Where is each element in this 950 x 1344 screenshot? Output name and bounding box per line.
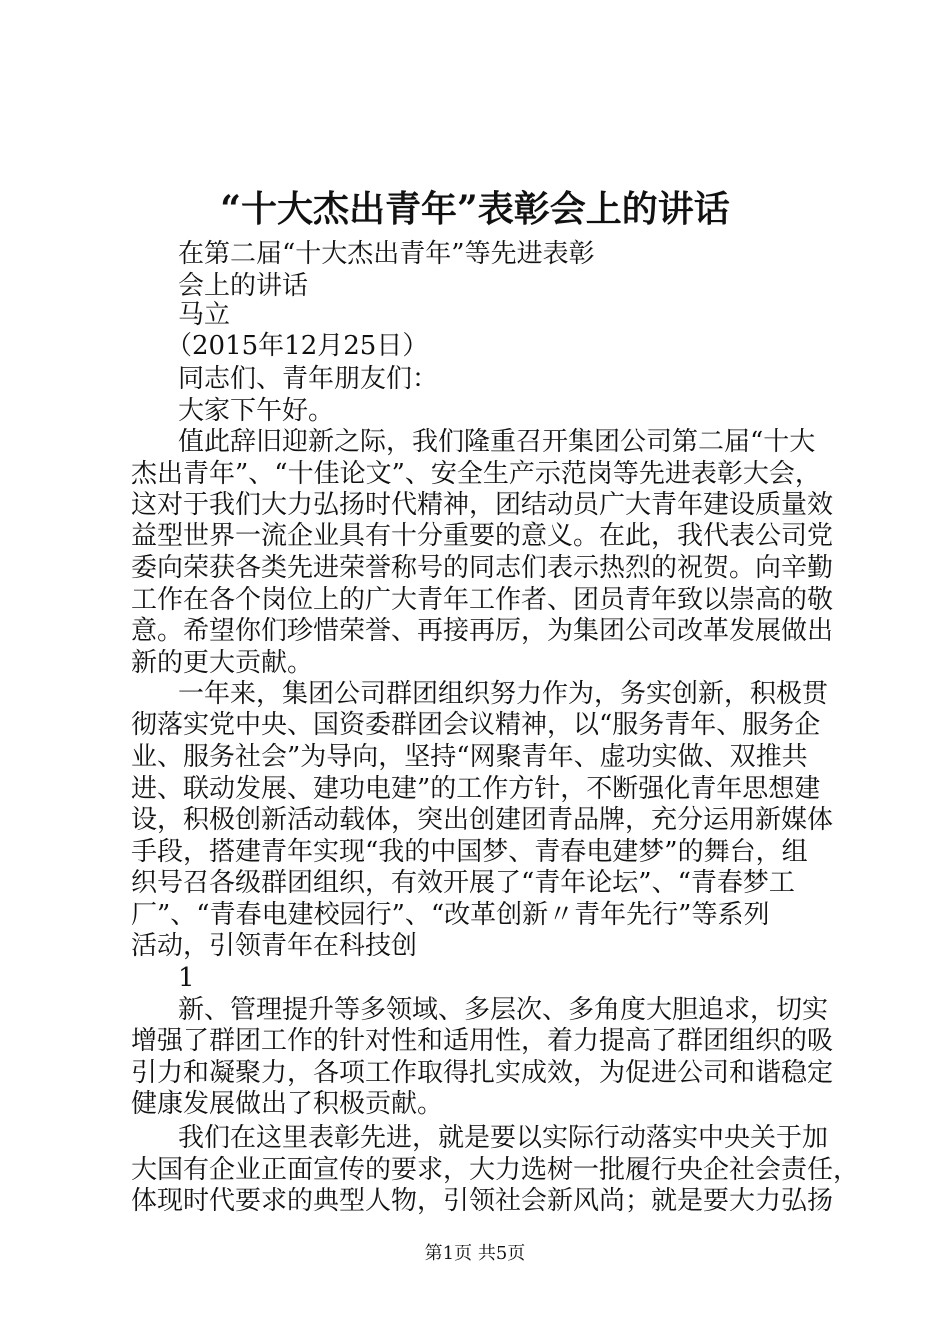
- greeting: 大家下午好。: [178, 396, 335, 426]
- paragraph-line: 织号召各级群团组织，有效开展了“青年论坛”、“青春梦工: [131, 868, 795, 898]
- paragraph-line: 厂”、“青春电建校园行”、“改革创新〃青年先行”等系列: [131, 900, 770, 930]
- paragraph-line: 杰出青年”、“十佳论文”、安全生产示范岗等先进表彰大会，: [131, 459, 821, 489]
- paragraph-line: 大国有企业正面宣传的要求，大力选树一批履行央企社会责任，: [131, 1155, 860, 1185]
- author-name: 马立: [178, 300, 231, 330]
- paragraph-line: 委向荣获各类先进荣誉称号的同志们表示热烈的祝贺。向辛勤: [131, 553, 834, 583]
- paragraph-line: 进、联动发展、建功电建”的工作方针，不断强化青年思想建: [131, 774, 821, 804]
- salutation: 同志们、青年朋友们：: [178, 364, 439, 394]
- paragraph-line: 新、管理提升等多领域、多层次、多角度大胆追求，切实: [178, 995, 829, 1025]
- paragraph-line: 彻落实党中央、国资委群团会议精神，以“服务青年、服务企: [131, 710, 821, 740]
- page-footer: 第1页 共5页: [424, 1243, 526, 1264]
- paragraph-line: 手段，搭建青年实现“我的中国梦、青春电建梦”的舞台，组: [131, 837, 808, 867]
- paragraph-line: 设，积极创新活动载体，突出创建团青品牌，充分运用新媒体: [131, 805, 834, 835]
- paragraph-line: 业、服务社会”为导向，坚持“网聚青年、虚功实做、双推共: [131, 742, 808, 772]
- paragraph-line: 新的更大贡献。: [131, 648, 314, 678]
- header-line: 在第二届“十大杰出青年”等先进表彰: [178, 239, 595, 269]
- header-line: 会上的讲话: [178, 271, 309, 301]
- paragraph-line: 我们在这里表彰先进，就是要以实际行动落实中央关于加: [178, 1123, 829, 1153]
- paragraph-line: 增强了群团工作的针对性和适用性，着力提高了群团组织的吸: [131, 1026, 834, 1056]
- document-title: “十大杰出青年”表彰会上的讲话: [220, 188, 730, 230]
- speech-date: （2015年12月25日）: [166, 331, 429, 361]
- paragraph-line: 体现时代要求的典型人物，引领社会新风尚；就是要大力弘扬: [131, 1186, 834, 1216]
- paragraph-line: 健康发展做出了积极贡献。: [131, 1089, 444, 1119]
- paragraph-line: 一年来，集团公司群团组织努力作为，务实创新，积极贯: [178, 679, 829, 709]
- paragraph-line: 值此辞旧迎新之际，我们隆重召开集团公司第二届“十大: [178, 427, 816, 457]
- paragraph-line: 引力和凝聚力，各项工作取得扎实成效，为促进公司和谐稳定: [131, 1058, 834, 1088]
- paragraph-line: 工作在各个岗位上的广大青年工作者、团员青年致以崇高的敬: [131, 585, 834, 615]
- paragraph-line: 这对于我们大力弘扬时代精神，团结动员广大青年建设质量效: [131, 490, 834, 520]
- paragraph-line: 益型世界一流企业具有十分重要的意义。在此，我代表公司党: [131, 521, 834, 551]
- paragraph-line: 活动，引领青年在科技创: [131, 931, 418, 961]
- paragraph-line: 意。希望你们珍惜荣誉、再接再厉，为集团公司改革发展做出: [131, 616, 834, 646]
- page-marker: 1: [178, 963, 195, 993]
